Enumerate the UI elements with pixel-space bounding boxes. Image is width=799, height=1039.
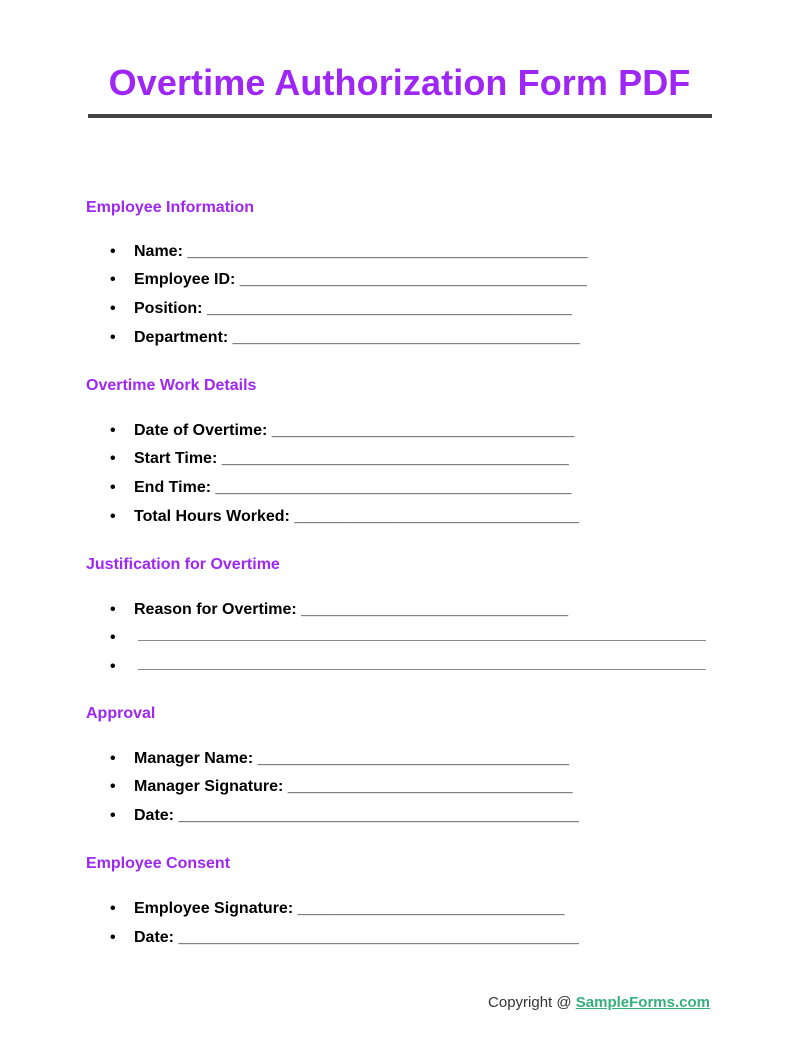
field-end-time[interactable]: • End Time: ________________________________________ <box>110 479 572 496</box>
section-heading-employee-information: Employee Information <box>86 199 255 216</box>
field-employee-id[interactable]: • Employee ID: _______________________________________ <box>110 271 587 288</box>
section-heading-overtime-work-details: Overtime Work Details <box>86 377 257 394</box>
brand-link[interactable]: SampleForms.com <box>575 994 710 1011</box>
field-manager-signature[interactable]: • Manager Signature: ________________________________ <box>110 778 573 795</box>
field-manager-name[interactable]: • Manager Name: ___________________________________ <box>110 750 570 767</box>
field-start-time[interactable]: • Start Time: _______________________________________ <box>110 450 569 467</box>
field-position[interactable]: • Position: _________________________________________ <box>110 300 572 317</box>
field-department[interactable]: • Department: _______________________________________ <box>110 329 580 346</box>
field-employee-signature[interactable]: • Employee Signature: ______________________________ <box>110 900 565 917</box>
title-divider <box>88 114 712 118</box>
reason-blank-line-1[interactable] <box>138 640 706 641</box>
field-total-hours-worked[interactable]: • Total Hours Worked: ________________________________ <box>110 508 580 525</box>
reason-blank-line-2[interactable] <box>138 669 706 670</box>
section-heading-justification: Justification for Overtime <box>86 556 280 573</box>
list-item-blank-line: • <box>110 629 116 646</box>
page-title: Overtime Authorization Form PDF <box>108 62 691 103</box>
copyright-footer: Copyright @ SampleForms.com <box>488 994 710 1011</box>
field-reason-for-overtime[interactable]: • Reason for Overtime: ______________________________ <box>110 601 569 618</box>
field-consent-date[interactable]: • Date: _____________________________________________ <box>110 929 579 946</box>
field-approval-date[interactable]: • Date: _____________________________________________ <box>110 807 579 824</box>
section-heading-employee-consent: Employee Consent <box>86 855 231 872</box>
list-item-blank-line: • <box>110 658 116 675</box>
field-name[interactable]: • Name: _____________________________________________ <box>110 243 588 260</box>
field-date-of-overtime[interactable]: • Date of Overtime: __________________________________ <box>110 422 575 439</box>
section-heading-approval: Approval <box>86 705 156 722</box>
